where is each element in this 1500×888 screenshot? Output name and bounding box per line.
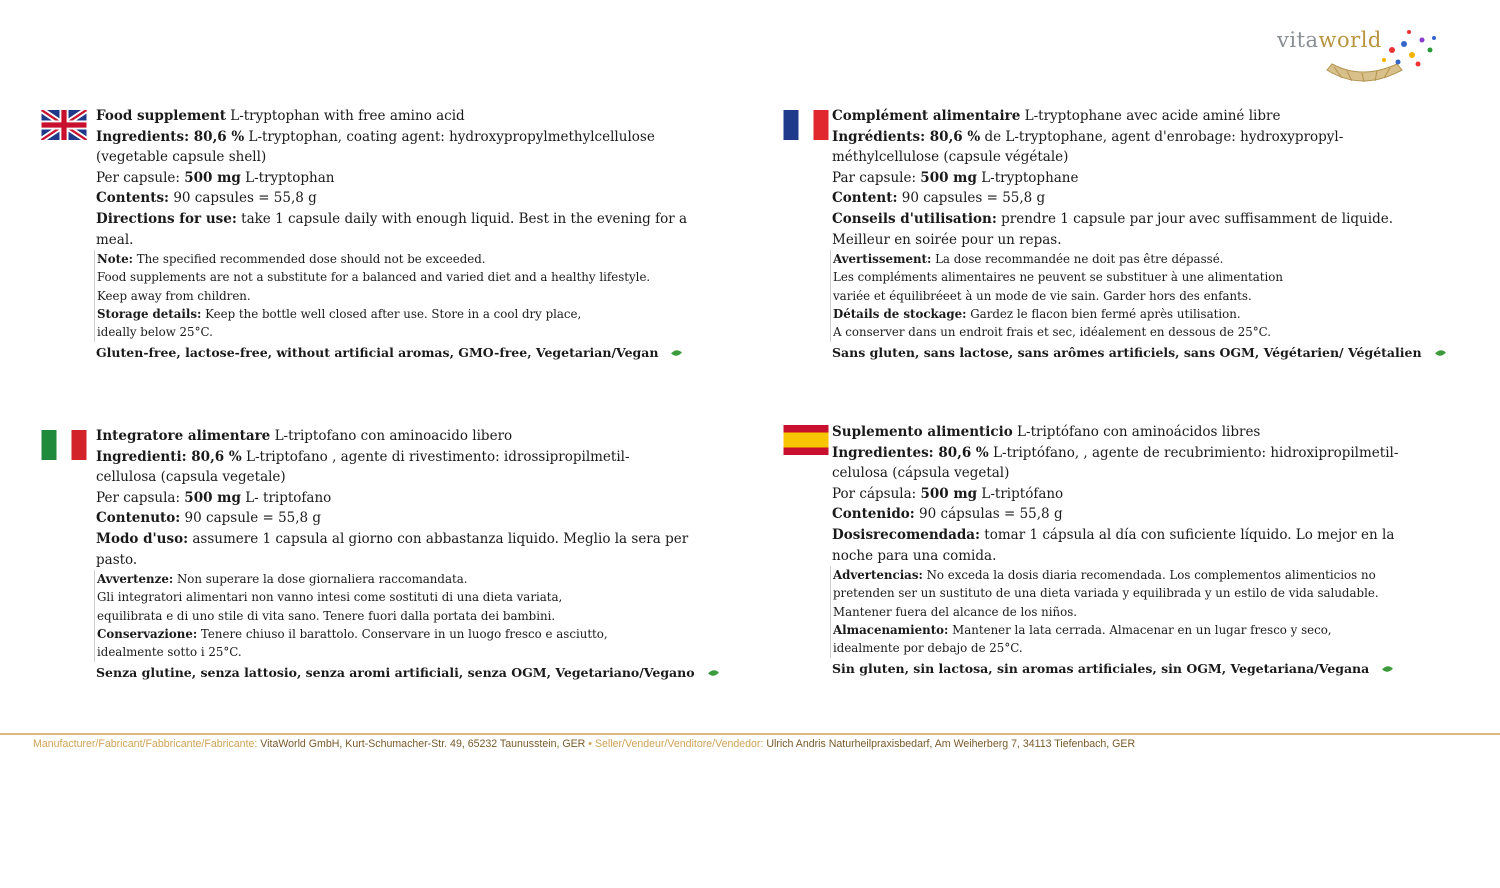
title-line: Complément alimentaire L-tryptophane avec acide aminé libre <box>832 108 1281 124</box>
ingredients-line: Ingredientes: 80,6 % L-triptófano, , agente de recubrimiento: hidroxipropilmetil- <box>832 444 1399 461</box>
contents-line: Contenuto: 90 capsule = 55,8 g <box>96 510 322 527</box>
seller-label: Seller/Vendeur/Venditore/Vendedor: <box>594 738 764 750</box>
uk-flag-icon <box>41 110 87 140</box>
ingredients-line: Ingredienti: 80,6 % L-triptofano , agente di rivestimento: idrossipropilmetil- <box>96 448 630 465</box>
vitaworld-logo <box>1272 20 1447 92</box>
leaf-icon <box>1382 664 1393 674</box>
per-capsule-line: Por cápsula: 500 mg L-triptófano <box>832 485 1064 502</box>
note-block: Avertissement: La dose recommandée ne doit pas être dépassé. Les compléments alimentaires ne peuvent se substituer à une alimentation variée et équilibréeet à un mode de vie sain. Garder hors des enfants. Détails de stockage: Gardez le flacon bien fermé après utilisation. A conserver dans un endroit frais et sec, idéalement en dessous de 25°C. <box>830 250 1482 341</box>
contents-line: Contents: 90 capsules = 55,8 g <box>96 190 317 207</box>
leaf-icon <box>672 348 683 358</box>
ingredients-line-2: cellulosa (capsula vegetale) <box>96 469 286 486</box>
directions-line-2: Meilleur en soirée pour un repas. <box>832 231 1062 248</box>
logo-text: vitaworld <box>1277 28 1382 52</box>
directions-line: Conseils d'utilisation: prendre 1 capsule par jour avec suffisamment de liquide. <box>832 210 1393 227</box>
tags-line: Sin gluten, sin lactosa, sin aromas artificiales, sin OGM, Vegetariana/Vegana <box>832 659 1482 680</box>
footer-divider <box>0 733 1500 735</box>
note-block: Note: The specified recommended dose should not be exceeded. Food supplements are not a substitute for a balanced and varied diet and a healthy lifestyle. Keep away from children. Storage details: Keep the bottle well closed after use. Store in a cool dry place, ideally below 25°C. <box>94 250 746 341</box>
footer-separator: • <box>585 738 595 750</box>
per-capsule-line: Per capsula: 500 mg L- triptofano <box>96 489 332 506</box>
note-block: Avvertenze: Non superare la dose giornaliera raccomandata. Gli integratori alimentari non vanno intesi come sostituti di una dieta variata, equilibrata e di uno stile di vita sano. Tenere fuori dalla portata dei bambini. Conservazione: Tenere chiuso il barattolo. Conservare in un luogo fresco e asciutto, idealmente sotto i 25°C. <box>94 570 746 661</box>
seller-value: Ulrich Andris Naturheilpraxisbedarf, Am Weiherberg 7, 34113 Tiefenbach, GER <box>763 738 1136 750</box>
ingredients-line: Ingredients: 80,6 % L-tryptophan, coating agent: hydroxypropylmethylcellulose <box>96 128 655 145</box>
directions-line: Modo d'uso: assumere 1 capsula al giorno con abbastanza liquido. Meglio la sera per <box>96 530 689 547</box>
ingredients-line-2: celulosa (cápsula vegetal) <box>832 465 1010 482</box>
tags-line: Sans gluten, sans lactose, sans arômes artificiels, sans OGM, Végétarien/ Végétalien <box>832 343 1482 364</box>
directions-line: Directions for use: take 1 capsule daily with enough liquid. Best in the evening for a <box>96 210 688 227</box>
ingredients-line-2: méthylcellulose (capsule végétale) <box>832 149 1069 166</box>
directions-line-2: meal. <box>96 231 134 248</box>
per-capsule-line: Par capsule: 500 mg L-tryptophane <box>832 169 1079 186</box>
france-flag-icon <box>783 110 829 140</box>
ingredients-line: Ingrédients: 80,6 % de L-tryptophane, agent d'enrobage: hydroxypropyl- <box>832 128 1344 145</box>
leaf-icon <box>1435 348 1446 358</box>
title-line: Food supplement L-tryptophan with free amino acid <box>96 108 465 124</box>
italy-flag-icon <box>41 430 87 460</box>
spain-flag-icon <box>783 425 829 455</box>
manufacturer-value: VitaWorld GmbH, Kurt-Schumacher-Str. 49, 65232 Taunusstein, GER <box>257 738 586 750</box>
manufacturer-label: Manufacturer/Fabricant/Fabbricante/Fabricante: <box>33 738 258 750</box>
tags-line: Senza glutine, senza lattosio, senza aromi artificiali, senza OGM, Vegetariano/Vegano <box>96 663 746 684</box>
footer <box>33 738 1135 750</box>
leaf-icon <box>708 668 719 678</box>
directions-line-2: noche para una comida. <box>832 547 997 564</box>
directions-line: Dosisrecomendada: tomar 1 cápsula al día con suficiente líquido. Lo mejor en la <box>832 526 1395 543</box>
tags-line: Gluten-free, lactose-free, without artificial aromas, GMO-free, Vegetarian/Vegan <box>96 343 746 364</box>
contents-line: Contenido: 90 cápsulas = 55,8 g <box>832 506 1063 523</box>
directions-line-2: pasto. <box>96 551 138 568</box>
ingredients-line-2: (vegetable capsule shell) <box>96 149 267 166</box>
title-line: Suplemento alimenticio L-triptófano con aminoácidos libres <box>832 424 1261 440</box>
title-line: Integratore alimentare L-triptofano con aminoacido libero <box>96 428 513 444</box>
note-block: Advertencias: No exceda la dosis diaria recomendada. Los complementos alimenticios no pretenden ser un sustituto de una dieta variada y equilibrada y un estilo de vida saludable. Mantener fuera del alcance de los niños. Almacenamiento: Mantener la lata cerrada. Almacenar en un lugar fresco y seco, idealmente por debajo de 25°C. <box>830 566 1482 657</box>
contents-line: Content: 90 capsules = 55,8 g <box>832 190 1046 207</box>
per-capsule-line: Per capsule: 500 mg L-tryptophan <box>96 169 335 186</box>
